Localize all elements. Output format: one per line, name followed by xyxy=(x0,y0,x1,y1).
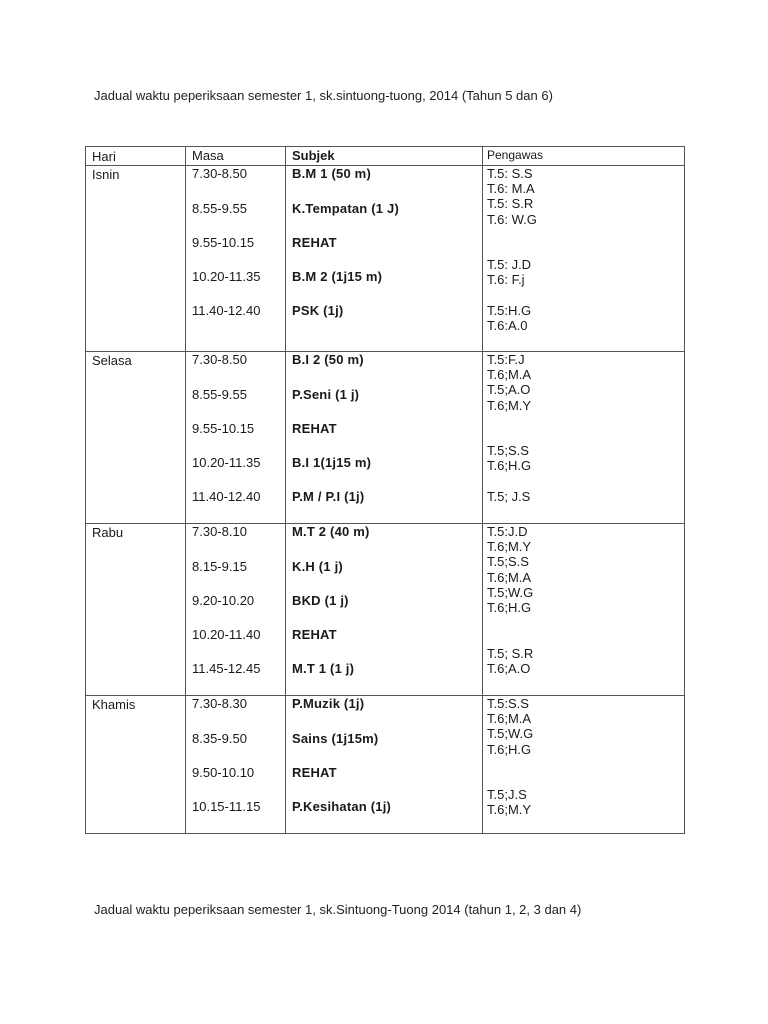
time-slot: 11.40-12.40 xyxy=(192,489,261,504)
time-slot: 9.20-10.20 xyxy=(192,593,255,608)
invigilator-entry: T.5;W.G xyxy=(487,584,534,600)
subject-cell xyxy=(286,524,483,696)
time-slot: 7.30-8.50 xyxy=(192,166,247,181)
day-cell: Selasa xyxy=(86,352,186,524)
invigilator-cell xyxy=(483,166,685,352)
time-slot: 10.15-11.15 xyxy=(192,799,261,814)
document-title: Jadual waktu peperiksaan semester 1, sk.sintuong-tuong, 2014 (Tahun 5 dan 6) xyxy=(94,88,553,103)
time-slot: 10.20-11.35 xyxy=(192,269,261,284)
time-slot: 8.15-9.15 xyxy=(192,559,247,574)
table-row xyxy=(86,352,685,524)
subject-entry: REHAT xyxy=(292,627,337,642)
subject-entry: P.Seni (1 j) xyxy=(292,387,360,402)
time-slot: 9.55-10.15 xyxy=(192,421,255,436)
subject-entry: REHAT xyxy=(292,765,337,780)
invigilator-entry: T.6;M.Y xyxy=(487,802,532,818)
time-slot: 9.50-10.10 xyxy=(192,765,255,780)
invigilator-gap xyxy=(487,413,684,428)
invigilator-gap xyxy=(487,242,684,257)
invigilator-entry: T.5; S.R xyxy=(487,645,534,661)
invigilator-entry: T.5;S.S xyxy=(487,443,529,459)
time-slot: 7.30-8.30 xyxy=(192,696,247,711)
invigilator-entry: T.5:F.J xyxy=(487,352,525,367)
table-row xyxy=(86,696,685,834)
invigilator-gap xyxy=(487,428,684,443)
invigilator-entry: T.6;M.A xyxy=(487,367,532,383)
invigilator-gap xyxy=(487,615,684,630)
table-row xyxy=(86,524,685,696)
header-time: Masa xyxy=(186,147,286,166)
time-slot: 8.55-9.55 xyxy=(192,387,247,402)
time-cell xyxy=(186,696,286,834)
table-row xyxy=(86,166,685,352)
subject-cell xyxy=(286,352,483,524)
time-slot: 8.35-9.50 xyxy=(192,731,247,746)
invigilator-cell xyxy=(483,352,685,524)
header-subject: Subjek xyxy=(286,147,483,166)
time-slot: 7.30-8.10 xyxy=(192,524,247,539)
subject-entry: BKD (1 j) xyxy=(292,593,349,608)
invigilator-gap xyxy=(487,630,684,645)
day-cell: Isnin xyxy=(86,166,186,352)
invigilator-gap xyxy=(487,474,684,489)
day-cell: Khamis xyxy=(86,696,186,834)
time-slot: 11.40-12.40 xyxy=(192,303,261,318)
invigilator-entry: T.6;M.A xyxy=(487,711,532,727)
invigilator-cell xyxy=(483,524,685,696)
time-slot: 10.20-11.35 xyxy=(192,455,261,470)
subject-entry: P.Muzik (1j) xyxy=(292,696,365,711)
invigilator-gap xyxy=(487,288,684,303)
invigilator-entry: T.5:S.S xyxy=(487,696,529,711)
subject-entry: REHAT xyxy=(292,235,337,250)
invigilator-entry: T.6;H.G xyxy=(487,458,532,474)
time-slot: 7.30-8.50 xyxy=(192,352,247,367)
header-day: Hari xyxy=(86,147,186,166)
time-slot: 10.20-11.40 xyxy=(192,627,261,642)
invigilator-entry: T.5:J.D xyxy=(487,524,528,539)
invigilator-entry: T.5: S.S xyxy=(487,166,533,181)
day-cell: Rabu xyxy=(86,524,186,696)
invigilator-entry: T.5;J.S xyxy=(487,787,527,803)
invigilator-cell xyxy=(483,696,685,834)
invigilator-entry: T.5: J.D xyxy=(487,257,532,273)
invigilator-entry: T.6: F.j xyxy=(487,272,525,288)
invigilator-entry: T.5: S.R xyxy=(487,196,534,212)
subject-entry: K.Tempatan (1 J) xyxy=(292,201,399,216)
time-slot: 11.45-12.45 xyxy=(192,661,261,676)
invigilator-entry: T.6: W.G xyxy=(487,211,537,227)
subject-entry: REHAT xyxy=(292,421,337,436)
header-row xyxy=(86,147,685,166)
subject-entry: P.Kesihatan (1j) xyxy=(292,799,392,814)
time-cell xyxy=(186,352,286,524)
subject-entry: B.I 2 (50 m) xyxy=(292,352,364,367)
invigilator-gap xyxy=(487,772,684,787)
subject-entry: K.H (1 j) xyxy=(292,559,343,574)
second-document-title: Jadual waktu peperiksaan semester 1, sk.Sintuong-Tuong 2014 (tahun 1, 2, 3 dan 4) xyxy=(94,902,582,917)
invigilator-entry: T.6;A.O xyxy=(487,660,531,676)
exam-timetable xyxy=(85,146,685,834)
invigilator-gap xyxy=(487,757,684,772)
time-cell xyxy=(186,166,286,352)
subject-entry: B.I 1(1j15 m) xyxy=(292,455,372,470)
invigilator-gap xyxy=(487,227,684,242)
invigilator-entry: T.6:A.0 xyxy=(487,317,528,333)
invigilator-entry: T.5;W.G xyxy=(487,726,534,742)
invigilator-entry: T.6;M.Y xyxy=(487,539,532,555)
invigilator-entry: T.6;M.Y xyxy=(487,397,532,413)
invigilator-entry: T.6;H.G xyxy=(487,741,532,757)
subject-cell xyxy=(286,696,483,834)
invigilator-entry: T.6;H.G xyxy=(487,599,532,615)
subject-cell xyxy=(286,166,483,352)
subject-entry: P.M / P.I (1j) xyxy=(292,489,365,504)
invigilator-entry: T.6: M.A xyxy=(487,181,535,197)
header-invigilator: Pengawas xyxy=(483,147,685,166)
subject-entry: PSK (1j) xyxy=(292,303,344,318)
invigilator-entry: T.5;A.O xyxy=(487,382,531,398)
subject-entry: B.M 1 (50 m) xyxy=(292,166,371,181)
subject-entry: M.T 2 (40 m) xyxy=(292,524,370,539)
time-slot: 9.55-10.15 xyxy=(192,235,255,250)
invigilator-entry: T.5; J.S xyxy=(487,488,531,504)
invigilator-entry: T.5;S.S xyxy=(487,554,529,570)
subject-entry: B.M 2 (1j15 m) xyxy=(292,269,383,284)
invigilator-entry: T.6;M.A xyxy=(487,569,532,585)
subject-entry: M.T 1 (1 j) xyxy=(292,661,355,676)
time-cell xyxy=(186,524,286,696)
subject-entry: Sains (1j15m) xyxy=(292,731,379,746)
invigilator-entry: T.5:H.G xyxy=(487,302,532,318)
time-slot: 8.55-9.55 xyxy=(192,201,247,216)
